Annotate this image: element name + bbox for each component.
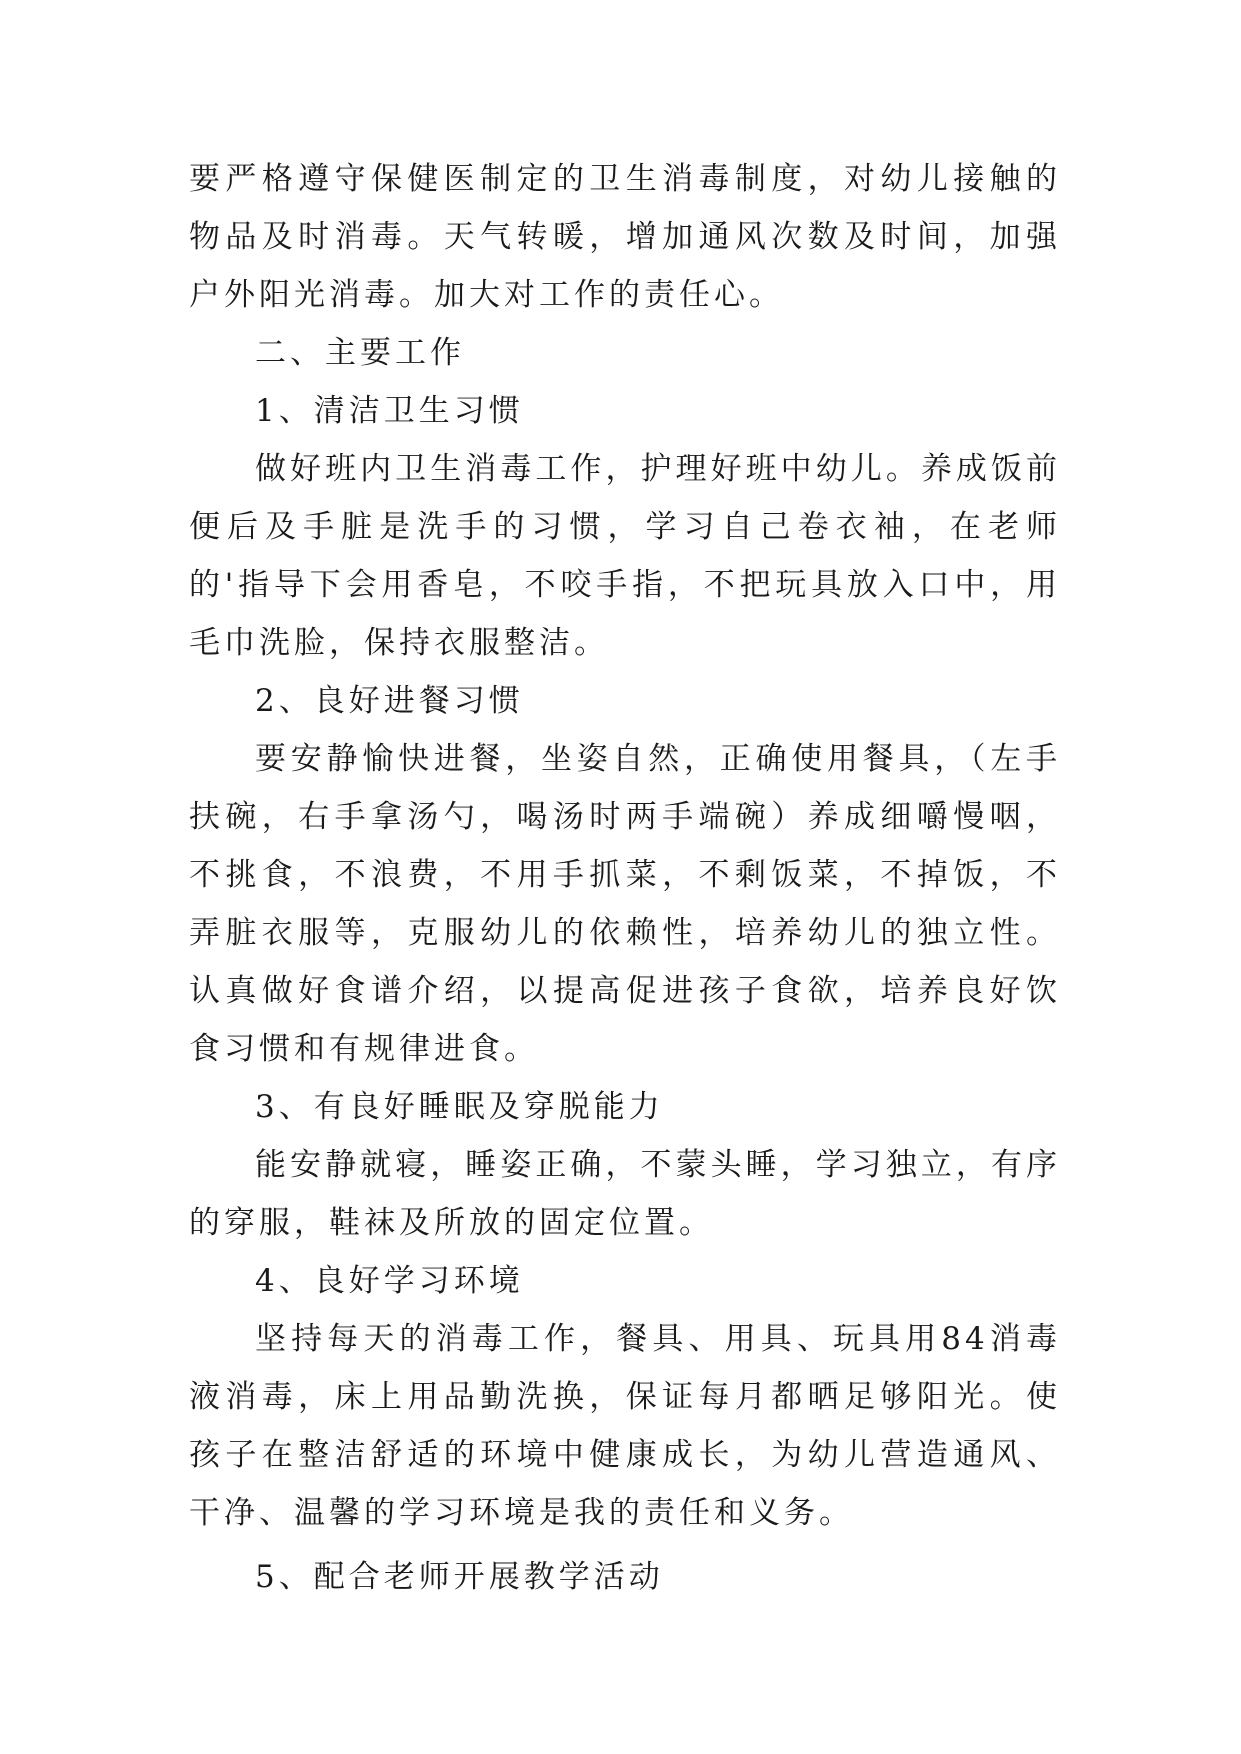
paragraph-sleep: 能安静就寝，睡姿正确，不蒙头睡，学习独立，有序的穿服，鞋袜及所放的固定位置。 [189,1147,1061,1241]
subheading-learning-environment: 4、良好学习环境 [255,1263,524,1299]
document-body [189,150,1061,1606]
subheading-sleep-dressing: 3、有良好睡眠及穿脱能力 [255,1089,664,1125]
paragraph-environment: 坚持每天的消毒工作，餐具、用具、玩具用84消毒液消毒，床上用品勤洗换，保证每月都晒足够阳光。使孩子在整洁舒适的环境中健康成长，为幼儿营造通风、干净、温馨的学习环境是我的责任和义务。 [189,1321,1061,1531]
paragraph-continued: 要严格遵守保健医制定的卫生消毒制度，对幼儿接触的物品及时消毒。天气转暖，增加通风次数及时间，加强户外阳光消毒。加大对工作的责任心。 [189,161,1061,313]
paragraph-hygiene: 做好班内卫生消毒工作，护理好班中幼儿。养成饭前便后及手脏是洗手的习惯，学习自己卷衣袖，在老师的'指导下会用香皂，不咬手指，不把玩具放入口中，用毛巾洗脸，保持衣服整洁。 [189,451,1061,661]
paragraph-eating: 要安静愉快进餐，坐姿自然，正确使用餐具，（左手扶碗，右手拿汤勺，喝汤时两手端碗）养成细嚼慢咽，不挑食，不浪费，不用手抓菜，不剩饭菜，不掉饭，不弄脏衣服等，克服幼儿的依赖性，培养幼儿的独立性。认真做好食谱介绍，以提高促进孩子食欲，培养良好饮食习惯和有规律进食。 [189,741,1061,1067]
subheading-teaching-activities: 5、配合老师开展教学活动 [255,1559,664,1595]
section-heading-main-work: 二、主要工作 [255,335,465,371]
subheading-eating-habits: 2、良好进餐习惯 [255,683,524,719]
subheading-hygiene-habits: 1、清洁卫生习惯 [255,393,524,429]
